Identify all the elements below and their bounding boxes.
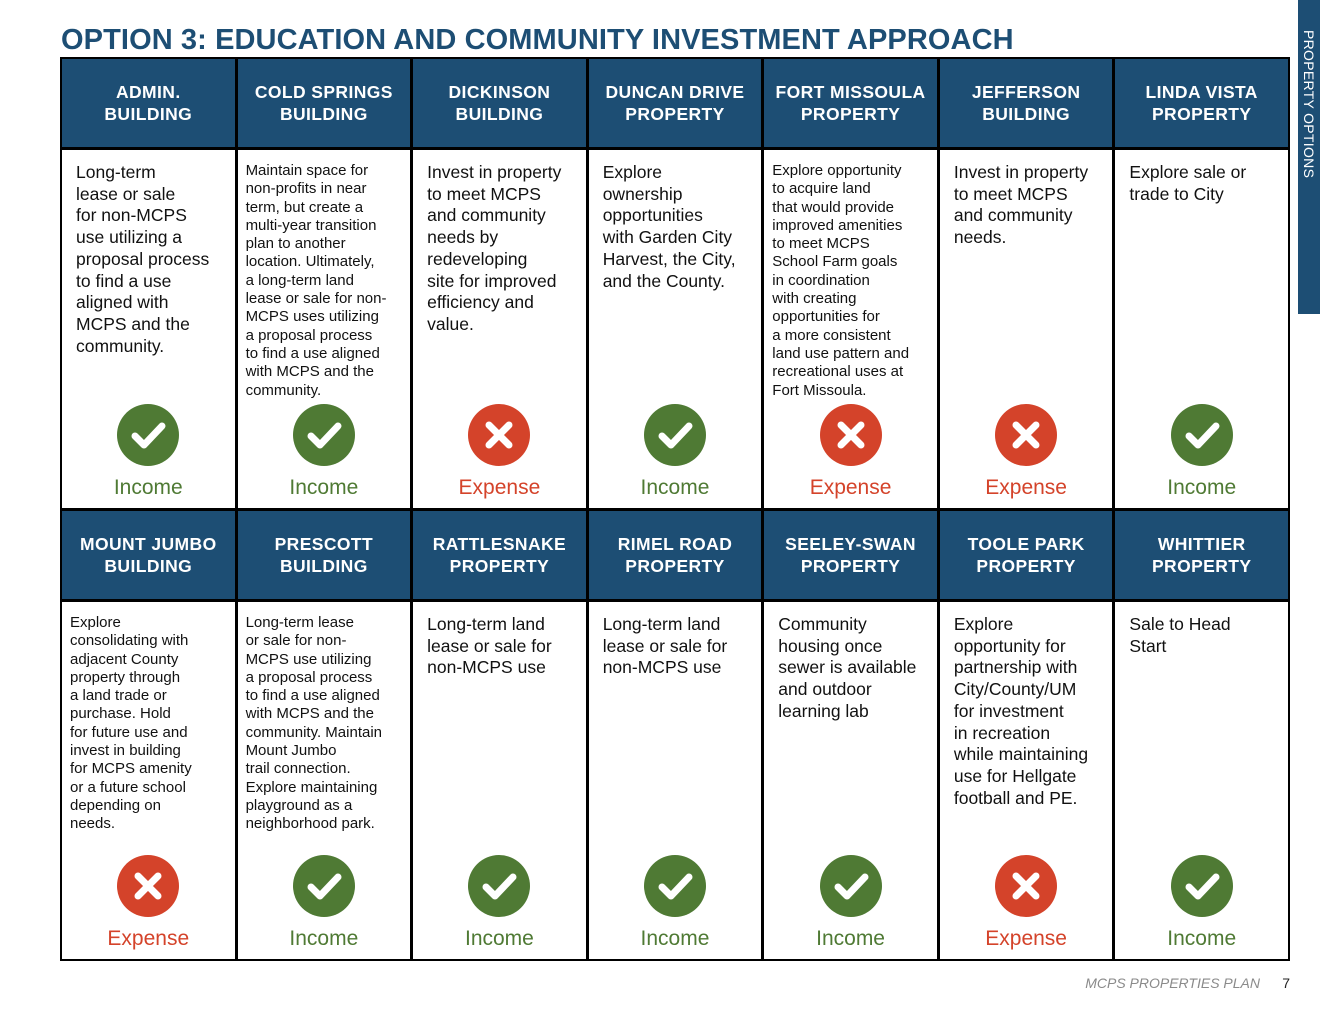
financial-result: Expense (809, 476, 892, 499)
property-header: SEELEY-SWAN PROPERTY (764, 511, 937, 599)
property-cell (238, 150, 411, 508)
property-description: Maintain space for non-profits in near term, but create a multi-year transition plan to another location. Ultimately, a long-term land lease or sale for non- MCPS uses utilizing a proposal process to find a use aligned with MCPS and the community. (245, 162, 387, 399)
financial-result: Income (289, 927, 359, 950)
property-header: DICKINSON BUILDING (413, 59, 586, 147)
property-cell (62, 602, 235, 959)
financial-result: Income (113, 476, 183, 499)
financial-result: Income (289, 476, 359, 499)
financial-result: Expense (985, 927, 1067, 950)
x-icon (468, 404, 530, 466)
property-header: DUNCAN DRIVE PROPERTY (589, 59, 762, 147)
x-icon (820, 404, 882, 466)
property-description: Explore consolidating with adjacent County property through a land trade or purchase. Hold for future use and invest in building for MCPS amenity or a future school depending on needs. (70, 614, 192, 833)
x-icon (117, 855, 179, 917)
property-header: TOOLE PARK PROPERTY (940, 511, 1113, 599)
financial-result: Income (464, 927, 534, 950)
side-tab (1298, 0, 1320, 314)
financial-result: Expense (107, 927, 190, 950)
property-cell (1115, 602, 1288, 959)
property-description: Explore sale or trade to City (1129, 162, 1247, 204)
property-header: LINDA VISTA PROPERTY (1115, 59, 1288, 147)
property-header: PRESCOTT BUILDING (238, 511, 411, 599)
check-icon (820, 855, 882, 917)
property-header: MOUNT JUMBO BUILDING (62, 511, 235, 599)
property-header: RATTLESNAKE PROPERTY (413, 511, 586, 599)
footer (1060, 975, 1290, 993)
property-description: Explore ownership opportunities with Garden City Harvest, the City, and the County. (602, 162, 736, 291)
check-icon (644, 855, 706, 917)
x-icon (995, 855, 1057, 917)
check-icon (293, 855, 355, 917)
check-icon (468, 855, 530, 917)
property-header: ADMIN. BUILDING (62, 59, 235, 147)
property-cell (413, 150, 586, 508)
property-cell (238, 602, 411, 959)
financial-result: Income (640, 476, 710, 499)
property-cell (940, 602, 1113, 959)
property-header: WHITTIER PROPERTY (1115, 511, 1288, 599)
property-options-table (60, 57, 1290, 961)
financial-result: Income (816, 927, 885, 950)
property-description: Community housing once sewer is available and outdoor learning lab (778, 614, 917, 721)
property-cell (940, 150, 1113, 508)
page-title: OPTION 3: EDUCATION AND COMMUNITY INVESTMENT APPROACH (61, 24, 1014, 56)
property-header: RIMEL ROAD PROPERTY (589, 511, 762, 599)
property-description: Explore opportunity to acquire land that would provide improved amenities to meet MCPS School Farm goals in coordination with creating opportunities for a more consistent land use pattern and recreational uses at Fort Missoula. (772, 162, 910, 399)
property-cell (589, 602, 762, 959)
page-number: 7 (1282, 975, 1290, 991)
financial-result: Income (1167, 927, 1237, 950)
property-description: Long-term land lease or sale for non-MCPS use (602, 614, 728, 678)
property-header: JEFFERSON BUILDING (940, 59, 1113, 147)
check-icon (293, 404, 355, 466)
property-description: Invest in property to meet MCPS and community needs. (953, 162, 1089, 248)
property-description: Sale to Head Start (1129, 614, 1231, 656)
property-cell (764, 150, 937, 508)
property-cell (764, 602, 937, 959)
property-header: COLD SPRINGS BUILDING (238, 59, 411, 147)
property-header: FORT MISSOULA PROPERTY (764, 59, 937, 147)
financial-result: Expense (458, 476, 541, 499)
financial-result: Expense (985, 476, 1067, 499)
check-icon (117, 404, 179, 466)
x-icon (995, 404, 1057, 466)
property-description: Explore opportunity for partnership with City/County/UM for investment in recreation while maintaining use for Hellgate football and PE. (953, 614, 1089, 808)
footer-label: MCPS PROPERTIES PLAN (1085, 975, 1260, 991)
check-icon (644, 404, 706, 466)
property-cell (413, 602, 586, 959)
check-icon (1171, 404, 1233, 466)
financial-result: Income (1167, 476, 1237, 499)
property-cell (62, 150, 235, 508)
financial-result: Income (640, 927, 710, 950)
property-cell (589, 150, 762, 508)
property-description: Long-term lease or sale for non-MCPS use utilizing a proposal process to find a use aligned with MCPS and the community. (76, 162, 210, 356)
property-description: Invest in property to meet MCPS and community needs by redeveloping site for improved efficiency and value. (427, 162, 562, 334)
side-tab-label: PROPERTY OPTIONS (1301, 30, 1317, 179)
check-icon (1171, 855, 1233, 917)
property-description: Long-term lease or sale for non- MCPS use utilizing a proposal process to find a use aligned with MCPS and the community. Maintain Mount Jumbo trail connection. Explore maintaining playground as a neighborhood park. (245, 614, 382, 833)
property-cell (1115, 150, 1288, 508)
property-description: Long-term land lease or sale for non-MCPS use (427, 614, 552, 678)
